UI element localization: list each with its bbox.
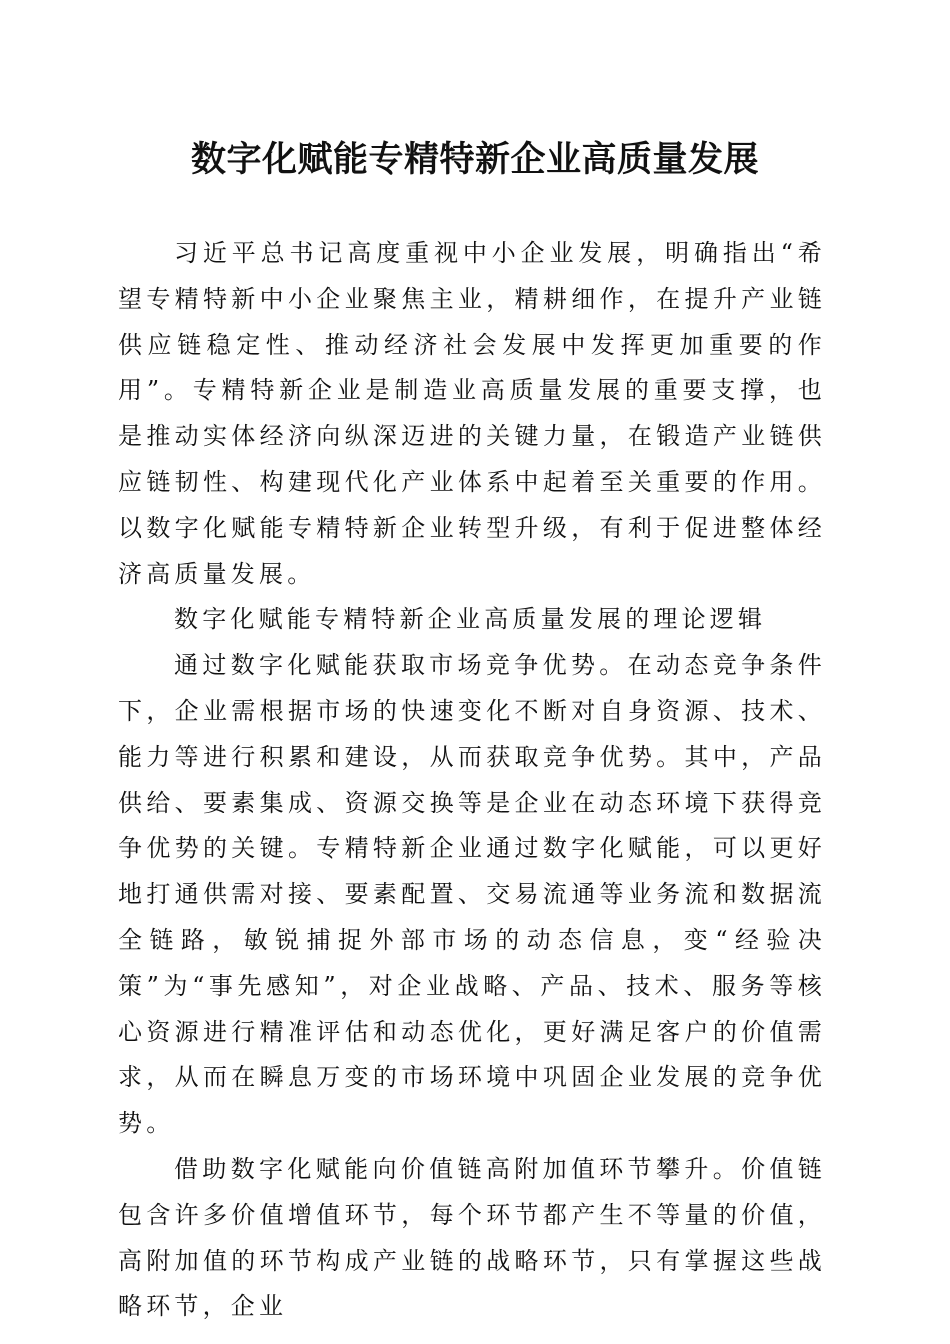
- section-heading: 数字化赋能专精特新企业高质量发展的理论逻辑: [174, 605, 767, 634]
- document-body: [118, 231, 826, 1330]
- paragraph-competitive-advantage: 通过数字化赋能获取市场竞争优势。在动态竞争条件下，企业需根据市场的快速变化不断对自身资源、技术、能力等进行积累和建设，从而获取竞争优势。其中，产品供给、要素集成、资源交换等是企业在动态环境下获得竞争优势的关键。专精特新企业通过数字化赋能，可以更好地打通供需对接、要素配置、交易流通等业务流和数据流全链路，敏锐捕捉外部市场的动态信息，变“经验决策”为“事先感知”，对企业战略、产品、技术、服务等核心资源进行精准评估和动态优化，更好满足客户的价值需求，从而在瞬息万变的市场环境中巩固企业发展的竞争优势。: [118, 651, 826, 1138]
- paragraph-intro: 习近平总书记高度重视中小企业发展，明确指出“希望专精特新中小企业聚焦主业，精耕细作，在提升产业链供应链稳定性、推动经济社会发展中发挥更加重要的作用”。专精特新企业是制造业高质量发展的重要支撑，也是推动实体经济向纵深迈进的关键力量，在锻造产业链供应链韧性、构建现代化产业体系中起着至关重要的作用。以数字化赋能专精特新企业转型升级，有利于促进整体经济高质量发展。: [118, 239, 826, 588]
- document-title: 数字化赋能专精特新企业高质量发展: [190, 139, 759, 180]
- paragraph-value-chain: 借助数字化赋能向价值链高附加值环节攀升。价值链包含许多价值增值环节，每个环节都产生不等量的价值，高附加值的环节构成产业链的战略环节，只有掌握这些战略环节，企业: [118, 1154, 826, 1321]
